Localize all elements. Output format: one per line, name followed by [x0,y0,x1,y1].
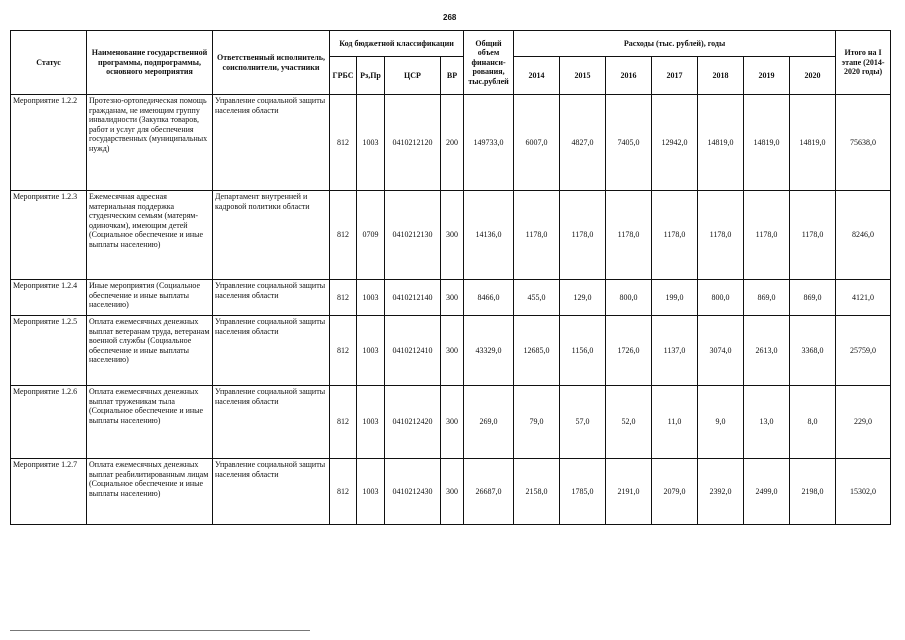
stage-total-cell: 8246,0 [836,191,891,280]
year-2017-cell: 1137,0 [652,316,698,386]
header-year-2019: 2019 [744,57,790,95]
year-2014-cell: 12685,0 [514,316,560,386]
header-year-2018: 2018 [698,57,744,95]
header-status: Статус [11,31,87,95]
rzpr-cell: 0709 [357,191,385,280]
header-expenses: Расходы (тыс. рублей), годы [514,31,836,57]
year-2020-cell: 14819,0 [790,95,836,191]
year-2020-cell: 8,0 [790,386,836,459]
year-2018-cell: 9,0 [698,386,744,459]
stage-total-cell: 25759,0 [836,316,891,386]
year-2017-cell: 2079,0 [652,459,698,525]
header-rzpr: Рз,Пр [357,57,385,95]
year-2019-cell: 1178,0 [744,191,790,280]
year-2017-cell: 1178,0 [652,191,698,280]
total-cell: 26687,0 [464,459,514,525]
responsible-cell: Управление социальной защиты населения области [213,316,330,386]
grbs-cell: 812 [330,280,357,316]
year-2018-cell: 2392,0 [698,459,744,525]
header-stage-total: Итого на I этапе (2014-2020 годы) [836,31,891,95]
header-csr: ЦСР [385,57,441,95]
rzpr-cell: 1003 [357,95,385,191]
header-responsible: Ответственный исполнитель, соисполнители, участники [213,31,330,95]
grbs-cell: 812 [330,95,357,191]
grbs-cell: 812 [330,459,357,525]
grbs-cell: 812 [330,191,357,280]
header-budget-code: Код бюджетной классификации [330,31,464,57]
name-cell: Оплата ежемесячных денежных выплат ветеранам труда, ветеранам военной службы (Социальное обеспечение и иные выплаты населению) [87,316,213,386]
status-cell: Мероприятие 1.2.5 [11,316,87,386]
year-2017-cell: 11,0 [652,386,698,459]
status-cell: Мероприятие 1.2.2 [11,95,87,191]
csr-cell: 0410212140 [385,280,441,316]
responsible-cell: Департамент внутренней и кадровой политики области [213,191,330,280]
year-2019-cell: 14819,0 [744,95,790,191]
year-2015-cell: 1156,0 [560,316,606,386]
name-cell: Оплата ежемесячных денежных выплат реабилитированным лицам (Социальное обеспечение и иные выплаты населению) [87,459,213,525]
vr-cell: 300 [441,386,464,459]
stage-total-cell: 229,0 [836,386,891,459]
year-2017-cell: 12942,0 [652,95,698,191]
table-row [11,386,891,459]
rzpr-cell: 1003 [357,459,385,525]
vr-cell: 300 [441,191,464,280]
vr-cell: 300 [441,459,464,525]
name-cell: Оплата ежемесячных денежных выплат труженикам тыла (Социальное обеспечение и иные выплаты населению) [87,386,213,459]
page-number: 268 [443,13,457,22]
year-2016-cell: 800,0 [606,280,652,316]
table-row [11,316,891,386]
stage-total-cell: 15302,0 [836,459,891,525]
table-body [11,95,891,525]
header-name: Наименование государственной программы, подпрограммы, основного мероприятия [87,31,213,95]
year-2020-cell: 3368,0 [790,316,836,386]
vr-cell: 300 [441,316,464,386]
year-2016-cell: 52,0 [606,386,652,459]
header-year-2016: 2016 [606,57,652,95]
total-cell: 8466,0 [464,280,514,316]
year-2016-cell: 7405,0 [606,95,652,191]
header-year-2014: 2014 [514,57,560,95]
budget-table [10,30,891,525]
rzpr-cell: 1003 [357,316,385,386]
year-2014-cell: 2158,0 [514,459,560,525]
header-grbs: ГРБС [330,57,357,95]
status-cell: Мероприятие 1.2.3 [11,191,87,280]
year-2020-cell: 1178,0 [790,191,836,280]
header-year-2020: 2020 [790,57,836,95]
vr-cell: 200 [441,95,464,191]
csr-cell: 0410212130 [385,191,441,280]
status-cell: Мероприятие 1.2.6 [11,386,87,459]
grbs-cell: 812 [330,316,357,386]
year-2015-cell: 4827,0 [560,95,606,191]
table-row [11,280,891,316]
year-2018-cell: 3074,0 [698,316,744,386]
year-2019-cell: 869,0 [744,280,790,316]
csr-cell: 0410212120 [385,95,441,191]
name-cell: Протезно-ортопедическая помощь гражданам, не имеющим группу инвалидности (Закупка товаров, работ и услуг для обеспечения государственных (муниципальных нужд) [87,95,213,191]
total-cell: 269,0 [464,386,514,459]
header-total-volume: Общий объем финанси-рования, тыс.рублей [464,31,514,95]
year-2016-cell: 1726,0 [606,316,652,386]
year-2019-cell: 2499,0 [744,459,790,525]
year-2016-cell: 1178,0 [606,191,652,280]
vr-cell: 300 [441,280,464,316]
table-row [11,191,891,280]
stage-total-cell: 75638,0 [836,95,891,191]
year-2014-cell: 1178,0 [514,191,560,280]
csr-cell: 0410212410 [385,316,441,386]
table-row [11,95,891,191]
name-cell: Ежемесячная адресная материальная поддержка студенческим семьям (матерям-одиночкам), имеющим детей (Социальное обеспечение и иные выплаты населению) [87,191,213,280]
name-cell: Иные мероприятия (Социальное обеспечение и иные выплаты населению) [87,280,213,316]
year-2015-cell: 57,0 [560,386,606,459]
year-2014-cell: 455,0 [514,280,560,316]
grbs-cell: 812 [330,386,357,459]
total-cell: 14136,0 [464,191,514,280]
csr-cell: 0410212430 [385,459,441,525]
year-2014-cell: 79,0 [514,386,560,459]
year-2018-cell: 14819,0 [698,95,744,191]
year-2018-cell: 1178,0 [698,191,744,280]
responsible-cell: Управление социальной защиты населения области [213,459,330,525]
status-cell: Мероприятие 1.2.4 [11,280,87,316]
year-2019-cell: 2613,0 [744,316,790,386]
year-2020-cell: 2198,0 [790,459,836,525]
csr-cell: 0410212420 [385,386,441,459]
year-2015-cell: 1785,0 [560,459,606,525]
year-2018-cell: 800,0 [698,280,744,316]
year-2017-cell: 199,0 [652,280,698,316]
year-2014-cell: 6007,0 [514,95,560,191]
year-2015-cell: 129,0 [560,280,606,316]
year-2016-cell: 2191,0 [606,459,652,525]
status-cell: Мероприятие 1.2.7 [11,459,87,525]
stage-total-cell: 4121,0 [836,280,891,316]
header-year-2017: 2017 [652,57,698,95]
header-vr: ВР [441,57,464,95]
table-row [11,459,891,525]
rzpr-cell: 1003 [357,280,385,316]
year-2020-cell: 869,0 [790,280,836,316]
responsible-cell: Управление социальной защиты населения области [213,95,330,191]
responsible-cell: Управление социальной защиты населения области [213,280,330,316]
header-year-2015: 2015 [560,57,606,95]
bottom-rule [10,630,310,631]
rzpr-cell: 1003 [357,386,385,459]
total-cell: 149733,0 [464,95,514,191]
total-cell: 43329,0 [464,316,514,386]
year-2015-cell: 1178,0 [560,191,606,280]
year-2019-cell: 13,0 [744,386,790,459]
responsible-cell: Управление социальной защиты населения области [213,386,330,459]
